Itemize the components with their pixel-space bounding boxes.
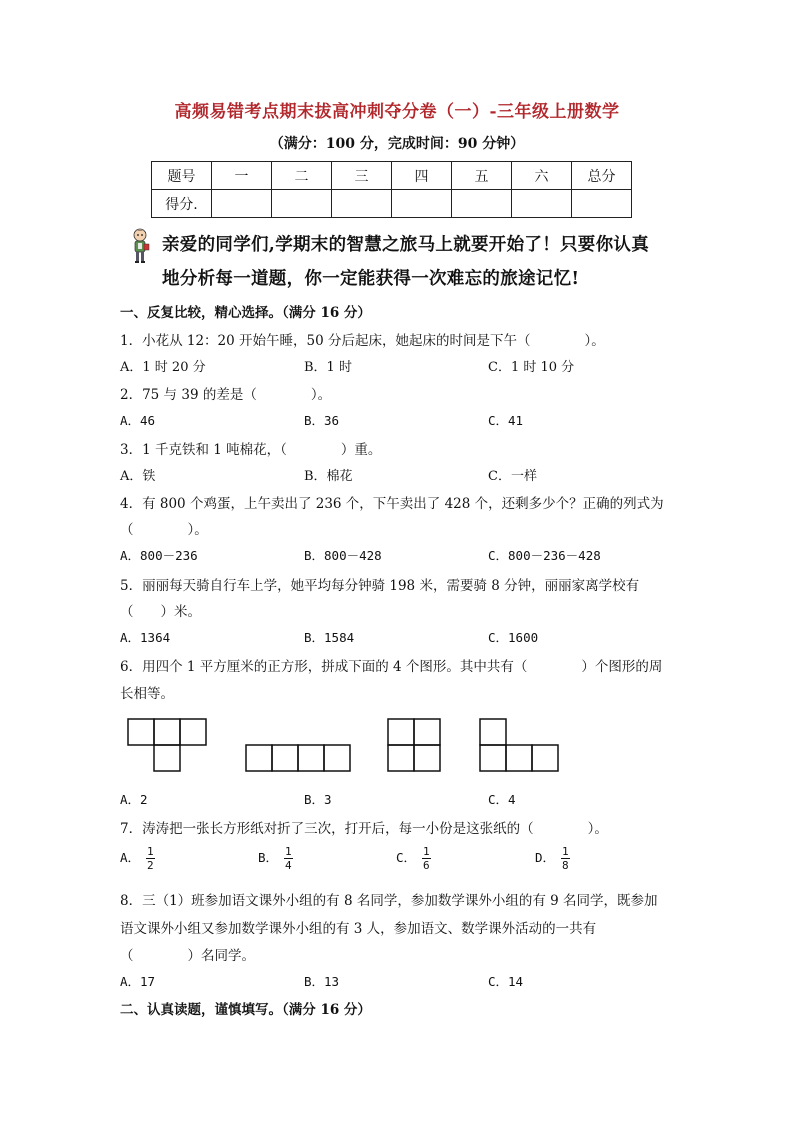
greeting-line-1: 亲爱的同学们,学期末的智慧之旅马上就要开始了！只要你认真 <box>162 235 649 255</box>
score-cell-1: 一 <box>212 162 272 190</box>
q6-option-a[interactable]: A．2 <box>120 792 148 807</box>
score-input-2[interactable] <box>272 190 332 218</box>
question-5-line-1: 5．丽丽每天骑自行车上学，她平均每分钟骑 198 米，需要骑 8 分钟，丽丽家离学校有 <box>120 578 640 594</box>
question-4-line-1: 4．有 800 个鸡蛋，上午卖出了 236 个，下午卖出了 428 个，还剩多少个？正确的列式为 <box>120 496 664 512</box>
score-table <box>151 161 632 218</box>
q7-option-b-fraction: $\frac{1}{4}$ <box>285 845 292 872</box>
score-input-4[interactable] <box>392 190 452 218</box>
shape-t-tetromino <box>128 719 206 771</box>
question-4-line-2: （ ）。 <box>120 522 208 538</box>
q7-option-a-fraction: $\frac{1}{2}$ <box>147 845 154 872</box>
page-title: 高频易错考点期末拔高冲刺夺分卷（一）-三年级上册数学 <box>174 102 620 122</box>
score-row-label: 得分. <box>152 190 212 218</box>
q7-option-c[interactable] <box>396 845 431 872</box>
question-3: 3．1 千克铁和 1 吨棉花，（ ）重。 <box>120 442 382 458</box>
q5-option-a[interactable]: A．1364 <box>120 630 171 645</box>
score-input-total[interactable] <box>572 190 632 218</box>
q7-option-c-letter: C． <box>396 850 417 865</box>
question-8-line-2: 语文课外小组又参加数学课外小组的有 3 人，参加语文、数学课外活动的一共有 <box>120 921 597 937</box>
q8-option-a[interactable]: A．17 <box>120 974 156 989</box>
q7-option-a[interactable] <box>120 845 155 872</box>
score-table-header-row <box>152 162 632 190</box>
question-7: 7．涛涛把一张长方形纸对折了三次，打开后，每一小份是这张纸的（ ）。 <box>120 821 608 837</box>
q2-option-c[interactable]: C．41 <box>488 413 524 428</box>
q4-option-c[interactable]: C．800－236－428 <box>488 548 601 563</box>
q5-option-b[interactable]: B．1584 <box>304 630 355 645</box>
q2-option-b[interactable]: B．36 <box>304 413 340 428</box>
q7-option-b[interactable] <box>258 845 293 872</box>
q1-option-a[interactable]: A．1 时 20 分 <box>120 360 206 375</box>
score-cell-5: 五 <box>452 162 512 190</box>
q8-option-c[interactable]: C．14 <box>488 974 524 989</box>
question-6-line-1: 6．用四个 1 平方厘米的正方形，拼成下面的 4 个图形。其中共有（ ）个图形的周 <box>120 659 663 675</box>
section-2-heading: 二、认真读题，谨慎填写。（满分 16 分） <box>120 1002 371 1018</box>
question-5-line-2: （ ）米。 <box>120 604 201 620</box>
q1-option-b[interactable]: B．1 时 <box>304 360 352 375</box>
q4-option-b[interactable]: B．800－428 <box>304 548 382 563</box>
q3-option-a[interactable]: A．铁 <box>120 469 156 484</box>
question-8-line-1: 8．三（1）班参加语文课外小组的有 8 名同学，参加数学课外小组的有 9 名同学，既参加 <box>120 893 658 909</box>
question-6-line-2: 长相等。 <box>120 686 174 702</box>
q7-option-c-fraction: $\frac{1}{6}$ <box>423 845 430 872</box>
score-cell-6: 六 <box>512 162 572 190</box>
score-input-3[interactable] <box>332 190 392 218</box>
q7-option-d-letter: D． <box>535 850 556 865</box>
section-1-heading: 一、反复比较，精心选择。（满分 16 分） <box>120 305 371 321</box>
q3-option-b[interactable]: B．棉花 <box>304 469 353 484</box>
student-mascot-icon <box>128 228 152 264</box>
q6-option-b[interactable]: B．3 <box>304 792 332 807</box>
q7-option-b-letter: B． <box>258 850 279 865</box>
q7-option-a-letter: A． <box>120 850 141 865</box>
score-cell-4: 四 <box>392 162 452 190</box>
q4-option-a[interactable]: A．800－236 <box>120 548 198 563</box>
greeting-line-2: 地分析每一道题，你一定能获得一次难忘的旅途记忆! <box>162 269 580 289</box>
score-cell-label: 题号 <box>152 162 212 190</box>
question-1: 1．小花从 12：20 开始午睡，50 分后起床，她起床的时间是下午（ ）。 <box>120 333 605 349</box>
score-cell-2: 二 <box>272 162 332 190</box>
q5-option-c[interactable]: C．1600 <box>488 630 539 645</box>
score-input-5[interactable] <box>452 190 512 218</box>
score-table-score-row <box>152 190 632 218</box>
question-8-line-3: （ ）名同学。 <box>120 948 255 964</box>
page-subtitle: （满分：100 分，完成时间：90 分钟） <box>269 136 525 152</box>
q2-option-a[interactable]: A．46 <box>120 413 156 428</box>
q1-option-c[interactable]: C．1 时 10 分 <box>488 360 575 375</box>
score-cell-total: 总分 <box>572 162 632 190</box>
shape-l-tetromino <box>480 719 558 771</box>
q8-option-b[interactable]: B．13 <box>304 974 340 989</box>
shape-square-tetromino <box>388 719 440 771</box>
q6-option-c[interactable]: C．4 <box>488 792 516 807</box>
question-2: 2．75 与 39 的差是（ ）。 <box>120 387 332 403</box>
score-input-6[interactable] <box>512 190 572 218</box>
shape-straight-tetromino <box>246 745 350 771</box>
score-input-1[interactable] <box>212 190 272 218</box>
q7-option-d[interactable] <box>535 845 570 872</box>
q3-option-c[interactable]: C．一样 <box>488 469 537 484</box>
score-cell-3: 三 <box>332 162 392 190</box>
q6-shapes-figure <box>120 714 570 776</box>
q7-option-d-fraction: $\frac{1}{8}$ <box>562 845 569 872</box>
